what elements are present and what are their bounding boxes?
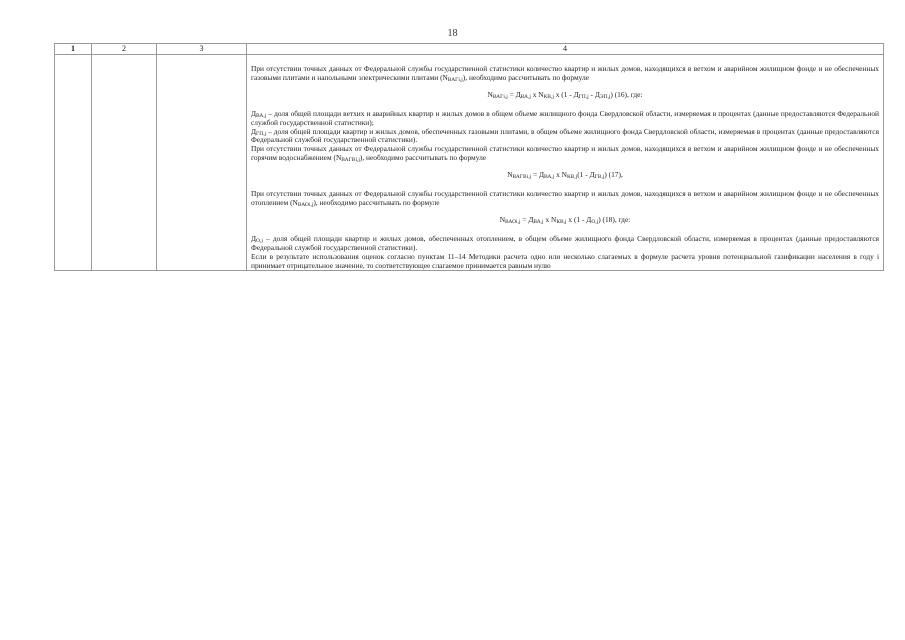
formula-16: $N_{ВАГi,j} = Д_{ВА,j}$ x $N_{КВ,j}$ x $(1 - Д_{ГП,j} - Д_{ЭП,j})$ (16), где: [487,89,643,100]
cell-content [247,55,883,270]
paragraph-negative-values: Если в результате использования оценок согласно пунктам 11–14 Методики расчета одно или несколько слагаемых в формуле расчета уровня потенциальной газификации населения в году i принимает отрицательное значение, то соответствующее слагаемое принимается равным нулю [251,251,879,270]
definition-dgp: $Д_{ГП,j}$ – доля общей площади квартир и жилых домов, обеспеченных газовыми плитами, в общем объеме жилищного фонда Свердловской области, измеряемая в процентах (данные предоставляются Федеральной службой государственной статистики). [251,126,879,145]
formula-18: $N_{ВАОi,j} = Д_{ВА,j}$ x $N_{КВ,j}$ x $(1 - Д_{О,j})$ (18), где: [499,214,631,225]
formula-17: $N_{ВАГВi,j} = Д_{ВА,j}$ x $N_{КВ,j}(1 - Д_{ГВ,j})$ (17), [507,170,623,181]
cell-col-2 [92,55,157,271]
paragraph-gas-stoves: При отсутствии точных данных от Федеральной службы государственной статистики количество квартир и жилых домов, находящихся в ветхом и аварийном жилищном фонде и не обеспеченных газовыми плитами и напольными электрическими плитами $(N_{ВАГi,j})$, необходимо рассчитывать по формуле [251,64,879,83]
definition-dva: $Д_{ВА,j}$ – доля общей площади ветхих и аварийных квартир и жилых домов в общем объеме жилищного фонда Свердловской области, измеряемая в процентах (данные предоставляются Федеральной службой государственной статистики); [251,108,879,127]
column-header-3: 3 [157,44,247,55]
column-header-1: 1 [55,44,92,55]
cell-col-4 [247,55,884,271]
table-row [55,55,884,271]
document-table [54,43,884,271]
column-header-2: 2 [92,44,157,55]
cell-col-3 [157,55,247,271]
table-header-row [55,44,884,55]
cell-col-1 [55,55,92,271]
paragraph-heating: При отсутствии точных данных от Федеральной службы государственной статистики количество квартир и жилых домов, находящихся в ветхом и аварийном жилищном фонде и не обеспеченных отоплением $(N_{ВАОi,j})$, необходимо рассчитывать по формуле [251,189,879,208]
column-header-4: 4 [247,44,884,55]
page-number: 18 [447,28,458,39]
paragraph-hot-water: При отсутствии точных данных от Федеральной службы государственной статистики количество квартир и жилых домов, находящихся в ветхом и аварийном жилищном фонде и не обеспеченных горячим водоснабжением $(N_{ВАГВi,j})$, необходимо рассчитывать по формуле [251,144,879,164]
definition-do: $Д_{О,j}$ – доля общей площади квартир и жилых домов, обеспеченных отоплением, в общем объеме жилищного фонда Свердловской области, измеряемая в процентах (данные предоставляются Федеральной службой государственной статистики). [251,233,879,252]
